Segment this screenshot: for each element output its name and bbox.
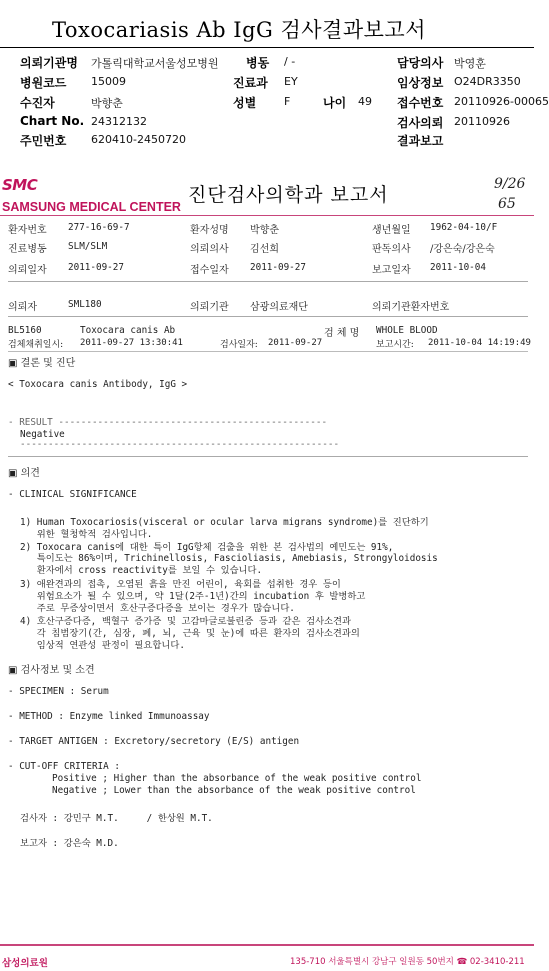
header-divider bbox=[0, 47, 534, 48]
requester-divider bbox=[8, 316, 528, 317]
result-divider bbox=[8, 456, 528, 457]
label-req-institution: 의뢰기관 bbox=[190, 302, 229, 313]
cutoff-line: - CUT-OFF CRITERIA : bbox=[8, 761, 120, 772]
value-req-date: 2011-09-27 bbox=[68, 262, 124, 273]
value-chart-no: 24312132 bbox=[91, 115, 147, 128]
label-ward: 병동 bbox=[246, 56, 270, 70]
value-patient-no: 277-16-69-7 bbox=[68, 222, 130, 233]
value-patient-name: 박향춘 bbox=[250, 225, 279, 236]
value-clinical-info: O24DR3350 bbox=[454, 75, 521, 88]
info-divider bbox=[8, 281, 528, 282]
value-reader: /강은숙/강은숙 bbox=[430, 244, 495, 255]
value-collect-time: 2011-09-27 13:30:41 bbox=[80, 338, 183, 348]
value-test-date: 2011-09-27 bbox=[268, 338, 323, 348]
value-ward: / - bbox=[284, 55, 296, 68]
clinical-line: 2) Toxocara canis에 대한 특이 IgG항체 검출을 위한 본 검사법의 예민도는 91%, bbox=[20, 542, 394, 553]
cutoff-positive: Positive ; Higher than the absorbance of the weak positive control bbox=[52, 773, 422, 784]
label-requester: 의뢰자 bbox=[8, 302, 37, 313]
clinical-line: 주로 무증상이면서 호산구증다증을 보이는 경우가 많습니다. bbox=[20, 603, 295, 614]
label-birth: 생년월일 bbox=[372, 225, 411, 236]
clinical-line: 환자에서 cross reactivity를 보일 수 있습니다. bbox=[20, 565, 263, 576]
label-age: 나이 bbox=[323, 96, 347, 110]
method-line: - METHOD : Enzyme linked Immunoassay bbox=[8, 711, 210, 722]
footer-logo: 삼성의료원 bbox=[2, 958, 48, 969]
value-institution: 가톨릭대학교서울성모병원 bbox=[91, 57, 219, 70]
report-top-rule bbox=[0, 215, 534, 216]
tester-line: 검사자 : 강민구 M.T. / 한상원 M.T. bbox=[20, 813, 213, 824]
result-value: Negative bbox=[20, 429, 65, 440]
label-test-date: 검사일자: bbox=[220, 340, 258, 350]
label-patient-name: 환자성명 bbox=[190, 225, 229, 236]
label-test-request: 검사의뢰 bbox=[397, 116, 444, 130]
label-collect-time: 검체채취일시: bbox=[8, 340, 64, 350]
clinical-line: 임상적 연관성 판정이 필요합니다. bbox=[20, 640, 185, 651]
value-requester: SML180 bbox=[68, 299, 102, 310]
label-inst-patient-no: 의뢰기관환자번호 bbox=[372, 302, 450, 313]
footer-address: 135-710 서울특별시 강남구 일원동 50번지 ☎ 02-3410-211 bbox=[290, 957, 525, 967]
report-header-title: Toxocariasis Ab IgG 검사결과보고서 bbox=[52, 18, 426, 42]
label-resident-no: 주민번호 bbox=[20, 134, 67, 148]
label-chart-no: Chart No. bbox=[20, 114, 85, 128]
label-sex: 성별 bbox=[233, 96, 257, 110]
value-receipt-no: 20110926-00065 bbox=[454, 95, 549, 108]
cutoff-negative: Negative ; Lower than the absorbance of the weak positive control bbox=[52, 785, 416, 796]
section-conclusion: ▣ 결론 및 진단 bbox=[8, 358, 76, 369]
value-patient: 박향춘 bbox=[91, 97, 123, 110]
label-patient: 수진자 bbox=[20, 96, 55, 110]
label-ward-code: 진료병동 bbox=[8, 244, 47, 255]
label-req-date: 의뢰일자 bbox=[8, 265, 47, 276]
clinical-line: 3) 애완견과의 접촉, 오염된 흙을 만진 어린이, 육회를 섭취한 경우 등이 bbox=[20, 579, 341, 590]
value-rec-date: 2011-09-27 bbox=[250, 262, 306, 273]
clinical-line: 위험요소가 될 수 있으며, 약 1달(2주-1년)간의 incubation 후 발병하고 bbox=[20, 591, 366, 602]
value-req-institution: 삼광의료재단 bbox=[250, 302, 308, 313]
value-birth: 1962-04-10/F bbox=[430, 222, 498, 233]
value-specimen-name: WHOLE BLOOD bbox=[376, 325, 438, 336]
value-rep-date: 2011-10-04 bbox=[430, 262, 486, 273]
test-name: Toxocara canis Ab bbox=[80, 325, 176, 336]
value-ward-code: SLM/SLM bbox=[68, 241, 108, 252]
label-specimen-name: 검 체 명 bbox=[324, 328, 360, 339]
report-title: 진단검사의학과 보고서 bbox=[188, 184, 389, 206]
label-hospital-code: 병원코드 bbox=[20, 76, 67, 90]
value-report-time: 2011-10-04 14:19:49 bbox=[428, 338, 531, 348]
value-req-doctor: 김선희 bbox=[250, 244, 279, 255]
antibody-line: < Toxocara canis Antibody, IgG > bbox=[8, 379, 188, 390]
clinical-line: 각 침범장기(간, 심장, 폐, 뇌, 근육 및 눈)에 따른 환자의 검사소견과의 bbox=[20, 628, 360, 639]
label-rec-date: 접수일자 bbox=[190, 265, 229, 276]
label-department: 진료과 bbox=[233, 76, 268, 90]
clinical-line: 위한 혈청학적 검사입니다. bbox=[20, 529, 153, 540]
clinical-line: 특이도는 86%이며, Trichinellosis, Fascioliasis, Amebiasis, Strongyloidosis bbox=[20, 553, 438, 564]
handwritten-number: 65 bbox=[498, 196, 516, 212]
result-label: - RESULT ------------------------------------------------ bbox=[8, 417, 328, 428]
label-result-report: 결과보고 bbox=[397, 134, 444, 148]
value-department: EY bbox=[284, 75, 298, 88]
label-rep-date: 보고일자 bbox=[372, 265, 411, 276]
smc-logo: SMC bbox=[2, 176, 38, 194]
label-receipt-no: 접수번호 bbox=[397, 96, 444, 110]
value-test-request: 20110926 bbox=[454, 115, 510, 128]
section-opinion: ▣ 의견 bbox=[8, 468, 40, 479]
label-doctor: 담당의사 bbox=[397, 56, 444, 70]
clinical-line: 1) Human Toxocariosis(visceral or ocular larva migrans syndrome)를 진단하기 bbox=[20, 517, 429, 528]
clinical-line: 4) 호산구증다증, 백혈구 증가증 및 고감마글로불린증 등과 같은 검사소견과 bbox=[20, 616, 351, 627]
hospital-name: SAMSUNG MEDICAL CENTER bbox=[2, 200, 181, 214]
label-reader: 판독의사 bbox=[372, 244, 411, 255]
value-age: 49 bbox=[358, 95, 372, 108]
label-clinical-info: 임상정보 bbox=[397, 76, 444, 90]
test-divider bbox=[8, 351, 528, 352]
section-test-info: ▣ 검사정보 및 소견 bbox=[8, 665, 95, 676]
reporter-line: 보고자 : 강은숙 M.D. bbox=[20, 838, 119, 849]
clinical-significance-heading: - CLINICAL SIGNIFICANCE bbox=[8, 489, 137, 500]
specimen-line: - SPECIMEN : Serum bbox=[8, 686, 109, 697]
value-hospital-code: 15009 bbox=[91, 75, 126, 88]
label-patient-no: 환자번호 bbox=[8, 225, 47, 236]
value-doctor: 박영훈 bbox=[454, 57, 486, 70]
label-institution: 의뢰기관명 bbox=[20, 56, 78, 70]
label-report-time: 보고시간: bbox=[376, 340, 414, 350]
test-code: BL5160 bbox=[8, 325, 42, 336]
footer-rule bbox=[0, 944, 534, 946]
value-sex: F bbox=[284, 95, 291, 108]
handwritten-date: 9/26 bbox=[494, 176, 526, 192]
value-resident-no: 620410-2450720 bbox=[91, 133, 186, 146]
label-req-doctor: 의뢰의사 bbox=[190, 244, 229, 255]
antigen-line: - TARGET ANTIGEN : Excretory/secretory (E/S) antigen bbox=[8, 736, 300, 747]
result-rule: --------------------------------------------------------- bbox=[20, 439, 340, 450]
